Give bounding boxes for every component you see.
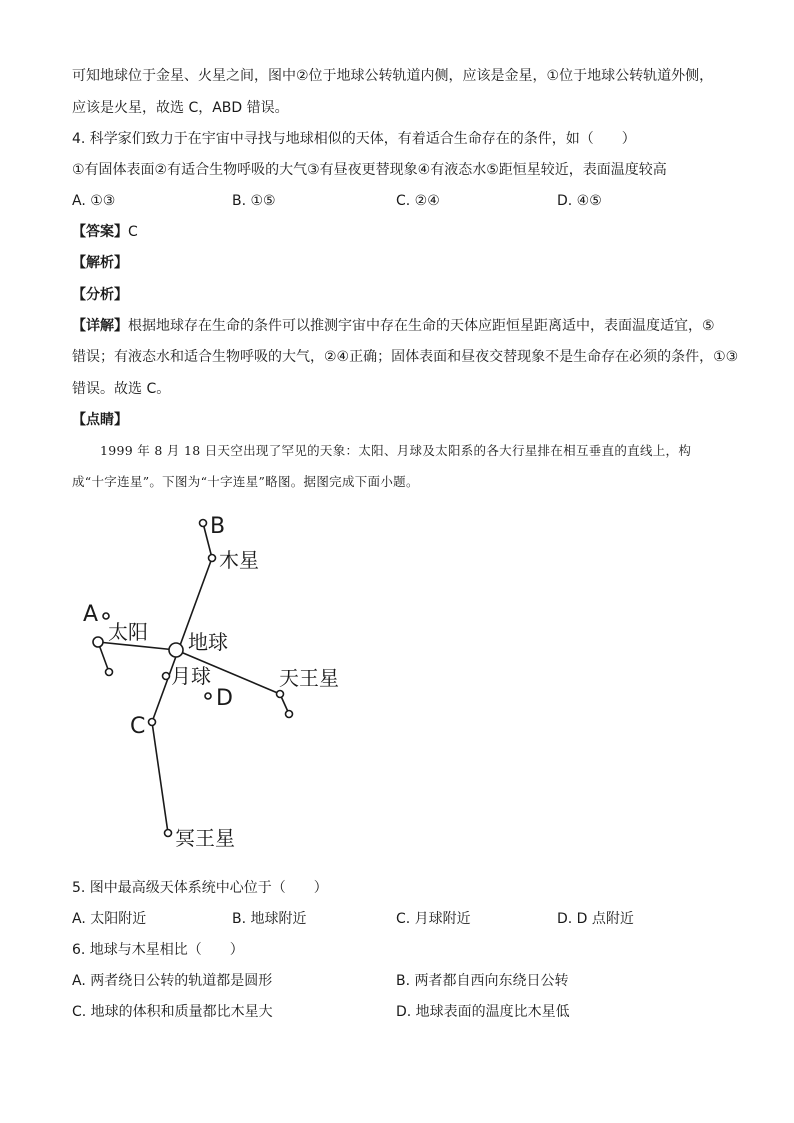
line-c-pluto: [152, 722, 168, 833]
answer-tag: 【答案】: [72, 224, 128, 240]
intro-line: 1999 年 8 月 18 日天空出现了罕见的天象：太阳、月球及太阳系的各大行星排在相互垂直的直线上，构: [100, 443, 692, 458]
sun-point: [93, 637, 103, 647]
label-uranus: 天王星: [279, 666, 339, 690]
jupiter-point: [209, 555, 216, 562]
q4-option-a: A. ①③: [72, 193, 116, 209]
q6-option-b: B. 两者都自西向东绕日公转: [396, 973, 569, 989]
q5-option-d: D. D 点附近: [557, 911, 634, 927]
label-a: A: [83, 602, 99, 627]
answer-value: C: [128, 224, 138, 240]
question-4-items: ①有固体表面②有适合生物呼吸的大气③有昼夜更替现象④有液态水⑤距恒星较近，表面温度较高: [72, 162, 667, 178]
c-point: [149, 719, 156, 726]
earth-point: [169, 643, 183, 657]
pluto-point: [165, 830, 172, 837]
fenxi-tag: 【分析】: [72, 287, 128, 303]
detail-tag: 【详解】: [72, 318, 128, 334]
label-d: D: [216, 686, 233, 711]
moon-point: [163, 673, 170, 680]
text-line: 应该是火星，故选 C，ABD 错误。: [72, 100, 289, 116]
question-5: 5. 图中最高级天体系统中心位于（ ）: [72, 880, 328, 896]
q4-option-b: B. ①⑤: [232, 193, 276, 209]
cross-planets-diagram: [72, 505, 392, 857]
sun-tail-point: [106, 669, 113, 676]
q5-option-b: B. 地球附近: [232, 911, 307, 927]
label-jupiter: 木星: [219, 548, 259, 572]
detail-text: 根据地球存在生命的条件可以推测宇宙中存在生命的天体应距恒星距离适中，表面温度适宜，⑤: [128, 318, 715, 334]
q4-option-c: C. ②④: [396, 193, 440, 209]
detail-line: 错误；有液态水和适合生物呼吸的大气，②④正确；固体表面和昼夜交替现象不是生命存在必须的条件，①③: [72, 349, 739, 365]
label-earth: 地球: [188, 630, 228, 654]
uranus-point: [277, 691, 284, 698]
detail-line: [72, 316, 715, 336]
question-6: 6. 地球与木星相比（ ）: [72, 942, 244, 958]
q6-option-a: A. 两者绕日公转的轨道都是圆形: [72, 973, 273, 989]
q5-option-a: A. 太阳附近: [72, 911, 147, 927]
answer-line: [72, 222, 138, 242]
q6-option-c: C. 地球的体积和质量都比木星大: [72, 1004, 273, 1020]
q5-option-c: C. 月球附近: [396, 911, 471, 927]
label-b: B: [210, 514, 226, 539]
b-point: [200, 520, 207, 527]
label-pluto: 冥王星: [175, 826, 235, 850]
a-point: [103, 613, 109, 619]
detail-line: 错误。故选 C。: [72, 381, 171, 397]
intro-line: 成“十字连星”。下图为“十字连星”略图。据图完成下面小题。: [72, 474, 419, 489]
uranus-tail-point: [286, 711, 293, 718]
q6-option-d: D. 地球表面的温度比木星低: [396, 1004, 570, 1020]
label-sun: 太阳: [108, 620, 148, 644]
label-moon: 月球: [171, 664, 211, 688]
question-4: 4. 科学家们致力于在宇宙中寻找与地球相似的天体，有着适合生命存在的条件，如（ ）: [72, 131, 636, 147]
dianjing-tag: 【点睛】: [72, 412, 128, 428]
d-point: [205, 693, 211, 699]
q4-option-d: D. ④⑤: [557, 193, 602, 209]
text-line: 可知地球位于金星、火星之间，图中②位于地球公转轨道内侧，应该是金星，①位于地球公转轨道外侧，: [72, 68, 714, 84]
label-c: C: [130, 714, 146, 739]
analysis-tag: 【解析】: [72, 255, 128, 271]
